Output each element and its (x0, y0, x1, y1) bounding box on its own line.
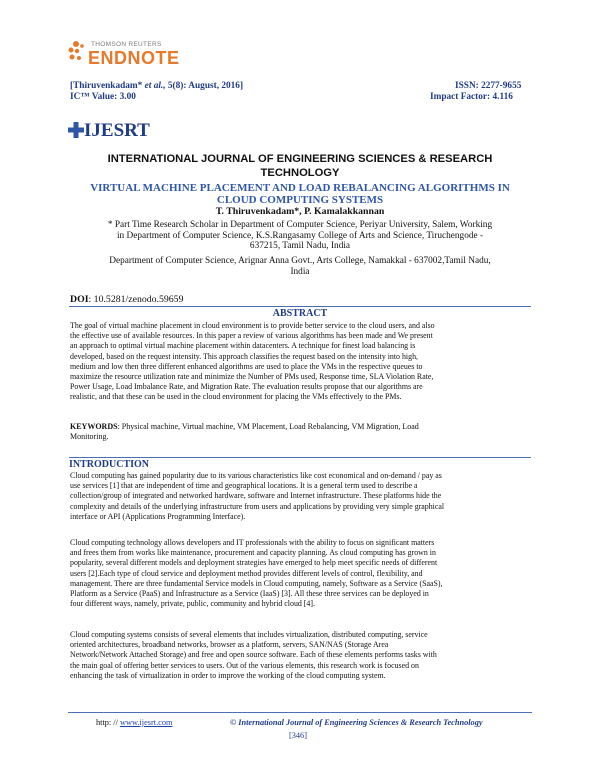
introduction-header (69, 457, 531, 470)
footer-copyright: © International Journal of Engineering Sciences & Research Technology (230, 718, 483, 727)
page-number: [346] (289, 731, 307, 740)
impact-factor: Impact Factor: 4.116 (430, 92, 513, 102)
footer-url: http: // www.ijesrt.com (96, 718, 173, 727)
affiliation-1: * Part Time Research Scholar in Department of Computer Science, Periyar University, Salem, Working in Department of Computer Science, K.S.Rangasamy College of Arts and Science, Tiruchengode - 637215, Tamil Nadu, India (107, 220, 493, 252)
ic-value: IC™ Value: 3.00 (70, 92, 136, 102)
journal-brand: IJESRT (84, 120, 150, 141)
logo-product: ENDNOTE (88, 48, 180, 68)
logo-publisher: THOMSON REUTERS (91, 41, 162, 48)
intro-paragraph-3: Cloud computing systems consists of several elements that includes virtualization, distributed computing, service oriented architectures, broadband networks, browser as a platform, servers, SAN/NAS (Storage Area Network/Network Attached Storage) and free and open source software. Each of these elements performs tasks with the main goal of offering better services to users. Out of the various elements, this research work is focused on enhancing the task of virtualization in order to improve the working of the cloud computing system. (70, 630, 437, 680)
doi: DOI: 10.5281/zenodo.59659 (70, 294, 184, 305)
issn: ISSN: 2277-9655 (455, 81, 522, 91)
keywords: KEYWORDS: Physical machine, Virtual machine, VM Placement, Load Rebalancing, VM Migration, Load Monitoring. (70, 422, 419, 442)
plus-icon (68, 122, 84, 138)
journal-title: INTERNATIONAL JOURNAL OF ENGINEERING SCIENCES & RESEARCH TECHNOLOGY (107, 153, 493, 179)
citation: [Thiruvenkadam* et al., 5(8): August, 2016] (70, 81, 244, 91)
website-link[interactable]: www.ijesrt.com (119, 718, 173, 727)
intro-paragraph-2: Cloud computing technology allows developers and IT professionals with the ability to focus on significant matters and frees them from works like maintenance, procurement and capacity planning. As cloud computing has grown in popularity, several different models and deployment strategies have emerged to help meet specific needs of different users [2].Each type of cloud service and deployment method provides different levels of control, flexibility, and management. There are three fundamental Service models in Cloud computing, namely, Software as a Service (SaaS), Platform as a Service (PaaS) and Infrastructure as a Service (IaaS) [3]. All these three services can be deployed in four different ways, namely, private, public, community and hybrid cloud [4]. (70, 538, 443, 609)
affiliation-2: Department of Computer Science, Arignar Anna Govt., Arts College, Namakkal - 637002,Tamil Nadu, India (109, 256, 491, 277)
authors: T. Thiruvenkadam*, P. Kamalakkannan (215, 206, 385, 217)
paper-title: VIRTUAL MACHINE PLACEMENT AND LOAD REBALANCING ALGORITHMS IN CLOUD COMPUTING SYSTEMS (90, 182, 510, 206)
intro-paragraph-1: Cloud computing has gained popularity due to its various characteristics like cost economical and on-demand / pay as use services [1] that are independent of time and geographical locations. It is a general term used to describe a collection/group of integrated and networked hardware, software and Internet infrastructure. These platforms hide the complexity and details of the underlying infrastructure from users and applications by providing very simple graphical interface or API (Applications Programming Interface). (70, 471, 445, 521)
abstract-heading: ABSTRACT (272, 308, 328, 319)
thomson-reuters-logo-icon (68, 38, 90, 66)
footer-divider (68, 712, 532, 713)
abstract-header (69, 306, 531, 319)
abstract-body: The goal of virtual machine placement in cloud environment is to provide better service to the cloud users, and also the effective use of available resources. In this paper a review of various algorithms has been made and We present an approach to optimal virtual machine placement within datacenters. A technique for finest load balancing is developed, based on the request intensity. This approach classifies the request based on the intensity into high, medium and low then three different enhanced algorithms are used to place the VMs in the respective queues to maximize the resource utilization rate and minimize the Number of PMs used, Response time, SLA Violation Rate, Power Usage, Load Imbalance Rate, and Migration Rate. The evaluation results propose that our algorithms are realistic, and that these can be used in the cloud environment for placing the VMs effectively to the PMs. (70, 321, 435, 402)
introduction-heading: INTRODUCTION (69, 459, 150, 470)
